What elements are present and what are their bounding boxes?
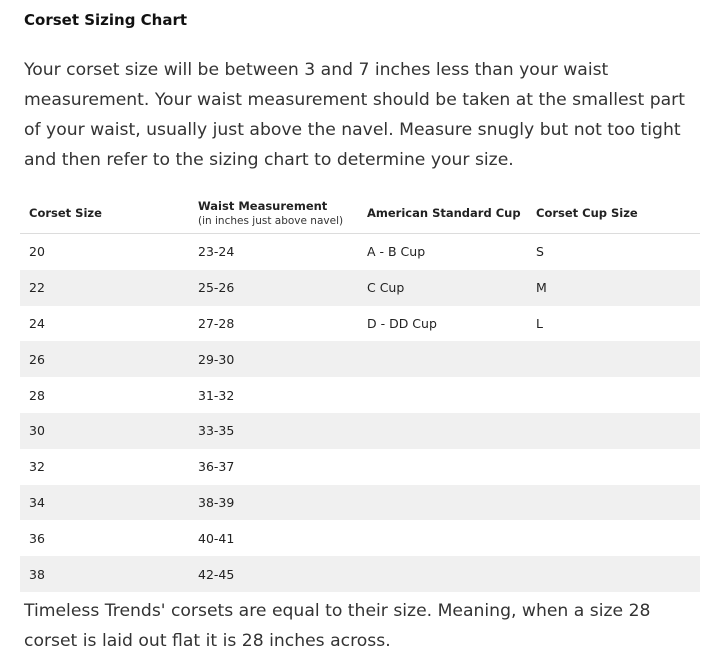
table-row: [20, 413, 700, 449]
cell-american-cup: C Cup: [358, 270, 527, 306]
cell-corset-size: 22: [20, 270, 189, 306]
table-row: [20, 270, 700, 306]
header-corset-size: Corset Size: [20, 193, 189, 234]
cell-waist-measurement: 40-41: [198, 530, 235, 546]
cell-corset-cup: L: [536, 315, 543, 331]
cell-waist-measurement: 38-39: [189, 485, 358, 521]
cell-waist-measurement: 27-28: [198, 315, 235, 331]
cell-american-cup: D - DD Cup: [367, 315, 437, 331]
intro-paragraph: Your corset size will be between 3 and 7 inches less than your waist measurement. Your waist measurement should be taken at the smallest part of your waist, usually just above the navel. Measure snugly but not too tight and then refer to the sizing chart to determine your size.: [24, 60, 685, 170]
cell-corset-cup: [527, 341, 700, 377]
cell-corset-size: 36: [29, 530, 45, 546]
cell-corset-size: 38: [20, 556, 189, 592]
table-row: [20, 449, 700, 485]
table-row: [20, 377, 700, 413]
table-row: [20, 485, 700, 521]
table-body: [20, 234, 700, 592]
table-row: [20, 341, 700, 377]
cell-corset-cup: [527, 556, 700, 592]
cell-waist-measurement: 36-37: [198, 459, 235, 475]
cell-corset-cup: [527, 485, 700, 521]
table-row: [20, 234, 700, 270]
cell-american-cup: [358, 449, 527, 485]
cell-american-cup: [358, 485, 527, 521]
cell-waist-measurement: 23-24: [198, 244, 235, 260]
cell-waist-measurement: 33-35: [189, 413, 358, 449]
header-waist-measurement-note: (in inches just above navel): [198, 215, 344, 227]
cell-corset-size: 24: [29, 315, 45, 331]
header-waist-measurement-label: Waist Measurement: [198, 199, 328, 213]
cell-corset-cup: [527, 520, 700, 556]
cell-american-cup: A - B Cup: [367, 244, 426, 260]
cell-corset-cup: [527, 449, 700, 485]
table-header-row: [20, 193, 700, 234]
table-row: [20, 306, 700, 342]
cell-american-cup: [358, 413, 527, 449]
cell-corset-size: 26: [20, 341, 189, 377]
footer-note: Timeless Trends' corsets are equal to their size. Meaning, when a size 28 corset is laid out flat it is 28 inches across.: [24, 601, 651, 651]
cell-waist-measurement: 42-45: [189, 556, 358, 592]
cell-waist-measurement: 29-30: [189, 341, 358, 377]
cell-corset-size: 20: [29, 244, 45, 260]
cell-american-cup: [358, 377, 527, 413]
cell-corset-size: 28: [29, 387, 45, 403]
cell-corset-cup: S: [536, 244, 544, 260]
cell-corset-size: 30: [20, 413, 189, 449]
cell-corset-cup: M: [527, 270, 700, 306]
table-row: [20, 556, 700, 592]
sizing-table: [20, 193, 700, 592]
cell-american-cup: [358, 556, 527, 592]
cell-corset-size: 32: [29, 459, 45, 475]
cell-corset-size: 34: [20, 485, 189, 521]
page-title: Corset Sizing Chart: [24, 11, 188, 29]
cell-american-cup: [358, 341, 527, 377]
cell-waist-measurement: 31-32: [198, 387, 235, 403]
table-row: [20, 520, 700, 556]
cell-corset-cup: [527, 413, 700, 449]
cell-corset-cup: [527, 377, 700, 413]
cell-waist-measurement: 25-26: [189, 270, 358, 306]
header-american-cup: American Standard Cup: [358, 193, 527, 234]
header-corset-cup: Corset Cup Size: [527, 193, 700, 234]
header-waist-measurement: [189, 193, 358, 234]
cell-american-cup: [358, 520, 527, 556]
